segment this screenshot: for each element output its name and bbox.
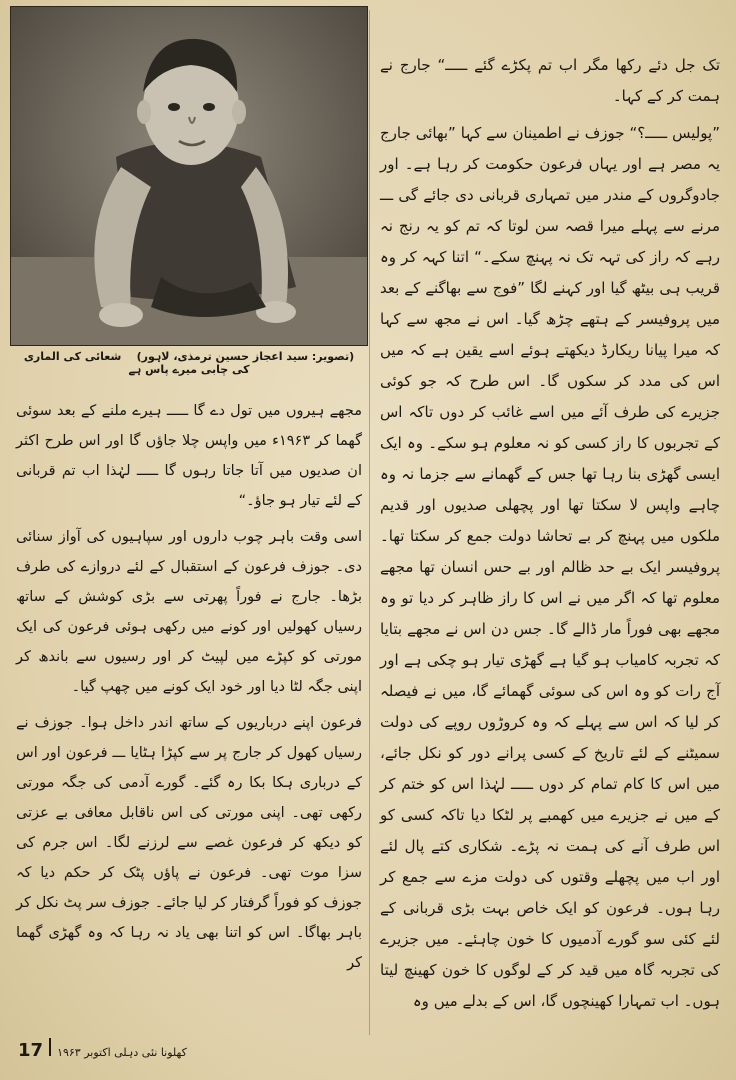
paragraph: تک جل دئے رکھا مگر اب تم پکڑے گئے ـــــ“ جارج نے ہمت کر کے کہا۔ bbox=[380, 56, 720, 105]
footer-divider bbox=[49, 1038, 51, 1056]
paragraph: ”پولیس ـــــ؟“ جوزف نے اطمینان سے کہا ”بھائی جارج یہ مصر ہے اور یہاں فرعون حکومت کر رہا ہے۔ اور جادوگروں کے مندر میں تمہاری قربانی دی جائے گی ـــ مرنے سے پہلے میرا قصہ سن لوتا کہ تم کو یہ رنج نہ رہے کہ راز کی تہہ تک نہ پہنچ سکے۔“ اتنا کہہ کر وہ قریب ہی بیٹھ گیا اور کہنے لگا ”فوج سے بھاگنے کے بعد میں پروفیسر کے ہتھے چڑھ گیا۔ اس نے مجھ سے کہا کہ میرا پیانا ریکارڈ دیکھتے ہوئے اسے یقین ہے کہ میں اس کی مدد کر سکوں گا۔ اس طرح کہ جو کوئی جزیرے کی طرف آئے میں اسے غائب کر دوں تاکہ اس کے تجربوں کا راز کسی کو نہ معلوم ہو سکے۔ وہ ایک ایسی گھڑی بنا رہا تھا جس کے گھمانے سے جزما نہ وہ چاہے واپس لا سکتا تھا اور پچھلی صدیوں اور قدیم ملکوں میں پہنچ کر بے تحاشا دولت جمع کر سکتا تھا۔ پروفیسر ایک بے حد ظالم اور بے حس انسان تھا مجھے معلوم تھا کہ اگر میں نے اس کا راز ظاہر کر دیا تو وہ مجھے بھی فوراً مار ڈالے گا۔ جس دن اس نے مجھے بتایا کہ تجربہ کامیاب ہو گیا ہے گھڑی تیار ہو چکی ہے اور آج رات کو وہ اس کی سوئی گھمائے گا، میں نے فیصلہ کر لیا کہ اس سے پہلے کہ وہ کروڑوں روپے کی دولت سمیٹنے کے لئے تاریخ کے کسی پرانے دور کو نکل جائے، میں اس کا کام تمام کر دوں ـــــ لہٰذا اس کو ختم کر کے میں نے جزیرے میں کھمبے پر لٹکا دیا تاکہ کسی کو اس طرف آنے کی ہمت نہ پڑے۔ شکاری کتے پال لئے اور اب میں پچھلے وقتوں کی دولت مزے سے جمع کر رہا ہوں۔ فرعون کو ایک خاص بہت بڑی قربانی کے لئے کئی سو گورے آدمیوں کا خون چاہئے۔ میں جزیرے کی تجربہ گاہ میں قید کر کے لوگوں کا خون کھینچ لیتا ہوں۔ اب تمہارا کھینچوں گا، اس کے بدلے میں وہ bbox=[380, 124, 720, 1010]
paragraph: اسی وقت باہر چوب داروں اور سپاہیوں کی آواز سنائی دی۔ جوزف فرعون کے استقبال کے لئے دروازے کی طرف بڑھا۔ جارج نے فوراً پھرتی سے بڑی کوشش کے ساتھ رسیاں کھولیں اور کونے میں رکھی ہوئی فرعون کی ایک مورتی کو کپڑے میں لپیٹ کر اور رسیوں سے باندھ کر اپنی جگہ لٹا دیا اور خود ایک کونے میں چھپ گیا۔ bbox=[16, 529, 362, 695]
right-column bbox=[380, 50, 720, 1040]
caption-credit: (تصویر: سید اعجاز حسین ترمذی، لاہور) bbox=[136, 350, 355, 363]
photo-caption bbox=[14, 350, 364, 376]
left-column bbox=[16, 396, 362, 1016]
column-divider bbox=[369, 10, 370, 1035]
page-number: 17 bbox=[18, 1040, 44, 1061]
magazine-name: کھلونا نئی دہلی اکتوبر ۱۹۶۳ bbox=[57, 1046, 187, 1059]
page-footer bbox=[18, 1038, 187, 1061]
baby-photo bbox=[10, 6, 368, 346]
caption-text: شعائی کی الماری کی چابی میرے پاس ہے bbox=[23, 350, 250, 376]
paragraph: مجھے ہیروں میں تول دے گا ـــــ ہیرے ملنے کے بعد سوئی گھما کر ۱۹۶۳ء میں واپس چلا جاؤں گا اور اس طرح اکثر ان صدیوں میں آتا جاتا رہوں گا ـــــ لہٰذا اب تم قربانی کے لئے تیار ہو جاؤ۔“ bbox=[16, 403, 362, 509]
paragraph: فرعون اپنے درباریوں کے ساتھ اندر داخل ہوا۔ جوزف نے رسیاں کھول کر جارج پر سے کپڑا ہٹایا ـــ فرعون اور اس کے درباری ہکا بکا رہ گئے۔ گورے آدمی کی جگہ مورتی رکھی تھی۔ اپنی مورتی کی اس ناقابل معافی بے عزتی کو دیکھ کر فرعون غصے سے لرزنے لگا۔ اس جرم کی سزا موت تھی۔ فرعون نے پاؤں پٹک کر حکم دیا کہ جوزف کو فوراً گرفتار کر لیا جائے۔ جوزف سر پٹ نکل کر باہر بھاگا۔ اس کو اتنا بھی یاد نہ رہا کہ وہ گھڑی گھما کر bbox=[16, 715, 362, 971]
